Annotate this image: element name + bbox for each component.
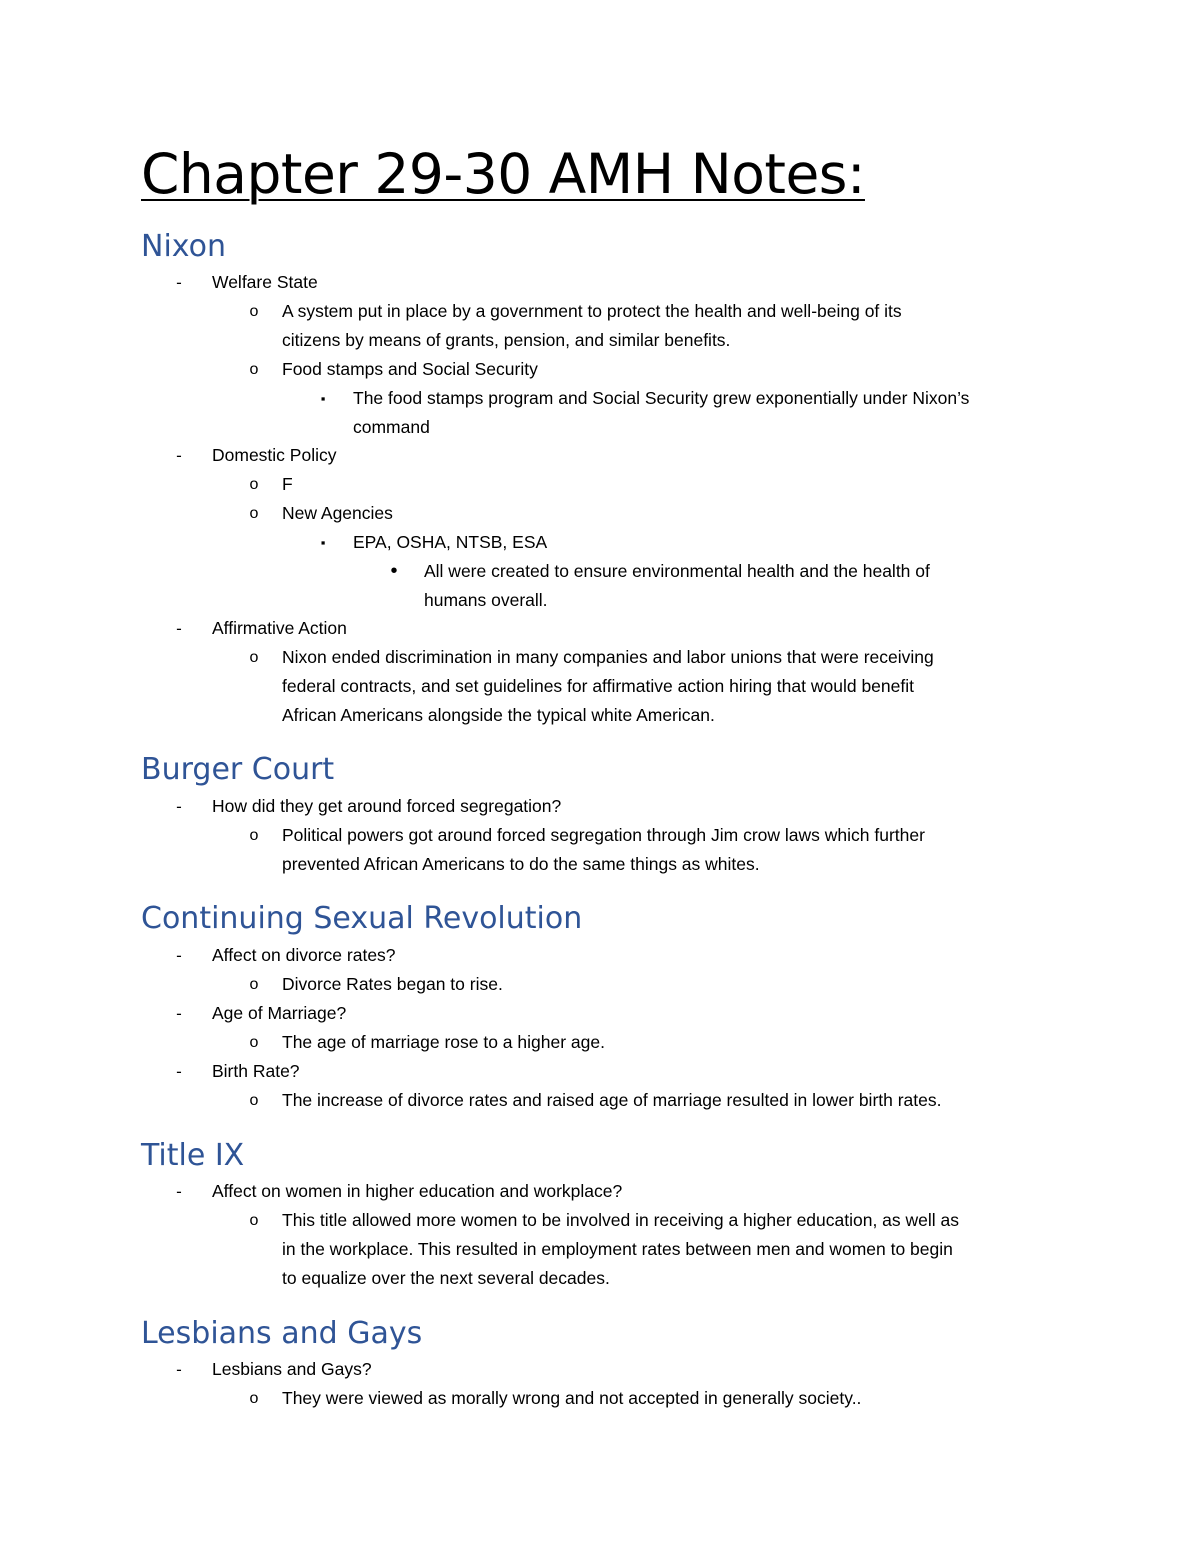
list-item: They were viewed as morally wrong and not accepted in generally society.. (282, 1388, 862, 1408)
list-item-continuation: African Americans alongside the typical white American. (282, 705, 715, 725)
dash-bullet: - (176, 1182, 182, 1201)
list-item: Nixon ended discrimination in many companies and labor unions that were receiving (282, 647, 934, 667)
list-item: Affirmative Action (212, 618, 347, 638)
list-item: A system put in place by a government to protect the health and well-being of its (282, 301, 902, 321)
list-item: All were created to ensure environmental health and the health of (424, 561, 930, 581)
list-item: Age of Marriage? (212, 1003, 347, 1023)
list-item: Political powers got around forced segregation through Jim crow laws which further (282, 825, 925, 845)
dash-bullet: - (176, 1004, 182, 1023)
list-item: How did they get around forced segregation? (212, 796, 562, 816)
list-item: The food stamps program and Social Security grew exponentially under Nixon’s (353, 388, 970, 408)
list-item-continuation: federal contracts, and set guidelines for affirmative action hiring that would benefit (282, 676, 914, 696)
square-bullet: ▪ (320, 391, 326, 406)
document-title: Chapter 29-30 AMH Notes: (141, 142, 865, 206)
circle-bullet: o (249, 827, 259, 844)
list-item: This title allowed more women to be involved in receiving a higher education, as well as (282, 1210, 960, 1230)
list-item: The increase of divorce rates and raised age of marriage resulted in lower birth rates. (282, 1090, 942, 1110)
list-item-continuation: prevented African Americans to do the same things as whites. (282, 854, 760, 874)
section-heading-nixon: Nixon (141, 229, 226, 264)
list-item: Domestic Policy (212, 445, 337, 465)
dash-bullet: - (176, 946, 182, 965)
list-item: Welfare State (212, 272, 318, 292)
circle-bullet: o (249, 1092, 259, 1109)
circle-bullet: o (249, 505, 259, 522)
circle-bullet: o (249, 976, 259, 993)
dash-bullet: - (176, 446, 182, 465)
disc-bullet: • (390, 560, 398, 582)
circle-bullet: o (249, 361, 259, 378)
dash-bullet: - (176, 619, 182, 638)
list-item: New Agencies (282, 503, 393, 523)
list-item-continuation: humans overall. (424, 590, 548, 610)
list-item: Birth Rate? (212, 1061, 300, 1081)
dash-bullet: - (176, 273, 182, 292)
circle-bullet: o (249, 476, 259, 493)
list-item-continuation: in the workplace. This resulted in employment rates between men and women to begin (282, 1239, 953, 1259)
list-item: Lesbians and Gays? (212, 1359, 372, 1379)
dash-bullet: - (176, 1062, 182, 1081)
dash-bullet: - (176, 797, 182, 816)
circle-bullet: o (249, 1034, 259, 1051)
list-item: Food stamps and Social Security (282, 359, 538, 379)
list-item: The age of marriage rose to a higher age. (282, 1032, 605, 1052)
list-item: Divorce Rates began to rise. (282, 974, 503, 994)
circle-bullet: o (249, 1390, 259, 1407)
section-heading-burger-court: Burger Court (141, 752, 335, 787)
list-item-continuation: command (353, 417, 430, 437)
list-item: Affect on divorce rates? (212, 945, 396, 965)
list-item: Affect on women in higher education and workplace? (212, 1181, 623, 1201)
section-heading-lesbians-and-gays: Lesbians and Gays (141, 1316, 423, 1351)
section-heading-title-ix: Title IX (141, 1138, 245, 1173)
circle-bullet: o (249, 649, 259, 666)
dash-bullet: - (176, 1360, 182, 1379)
list-item-continuation: citizens by means of grants, pension, and similar benefits. (282, 330, 731, 350)
list-item: F (282, 474, 293, 494)
square-bullet: ▪ (320, 535, 326, 550)
circle-bullet: o (249, 1212, 259, 1229)
list-item: EPA, OSHA, NTSB, ESA (353, 532, 548, 552)
list-item-continuation: to equalize over the next several decades. (282, 1268, 610, 1288)
section-heading-continuing-sexual-revolution: Continuing Sexual Revolution (141, 901, 583, 936)
circle-bullet: o (249, 303, 259, 320)
